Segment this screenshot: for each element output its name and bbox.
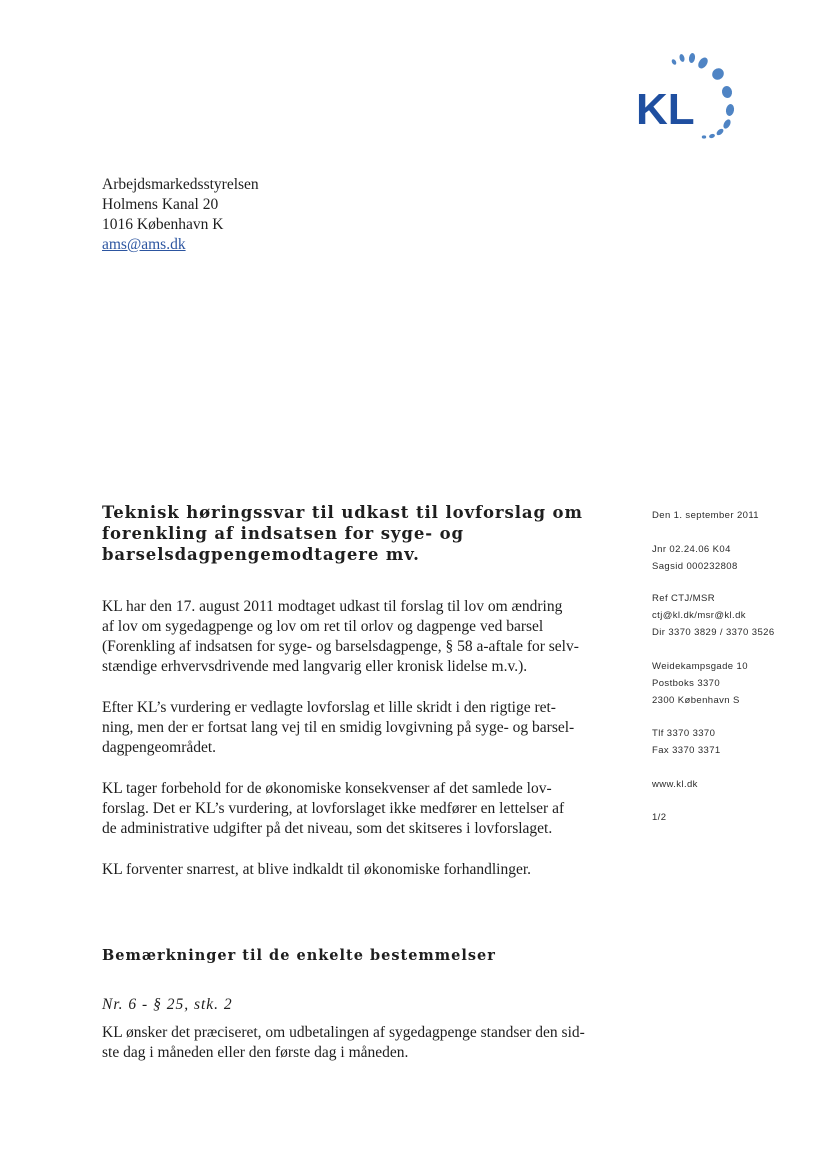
body-line: ste dag i måneden eller den første dag i måneden.	[102, 1044, 409, 1061]
recipient-street: Holmens Kanal 20	[102, 196, 219, 213]
body-line: KL har den 17. august 2011 modtaget udkast til forslag til lov om ændring	[102, 598, 563, 615]
letter-title: Teknisk høringssvar til udkast til lovforslag om forenkling af indsatsen for syge- og barselsdagpengemodtagere mv.	[102, 503, 583, 564]
body-line: KL forventer snarrest, at blive indkaldt til økonomiske forhandlinger.	[102, 861, 532, 878]
recipient-email-link[interactable]: ams@ams.dk	[102, 236, 186, 253]
kl-logo-mark	[636, 52, 746, 142]
body-line: af lov om sygedagpenge og lov om ret til orlov og dagpenge ved barsel	[102, 618, 544, 635]
body-line: dagpengeområdet.	[102, 739, 217, 756]
sender-postbox: Postboks 3370	[652, 678, 721, 689]
recipient-address	[102, 175, 259, 255]
body-line: (Forenkling af indsatsen for syge- og barselsdagpenge, § 58 a-aftale for selv-	[102, 638, 579, 655]
section-subheading: Nr. 6 - § 25, stk. 2	[102, 996, 233, 1013]
reference: Ref CTJ/MSR	[652, 593, 715, 604]
contact-emails[interactable]: ctj@kl.dk/msr@kl.dk	[652, 610, 746, 621]
paragraph	[102, 698, 622, 758]
recipient-name: Arbejdsmarkedsstyrelsen	[102, 176, 259, 193]
case-id: Sagsid 000232808	[652, 561, 738, 572]
sender-city: 2300 København S	[652, 695, 740, 706]
fax: Fax 3370 3371	[652, 745, 721, 756]
phone: Tlf 3370 3370	[652, 728, 716, 739]
letter-date: Den 1. september 2011	[652, 510, 759, 521]
website-link[interactable]: www.kl.dk	[652, 779, 698, 790]
kl-logo	[636, 52, 746, 142]
body-line: KL tager forbehold for de økonomiske konsekvenser af det samlede lov-	[102, 780, 552, 797]
logo-text: KL	[636, 85, 695, 134]
paragraph	[102, 779, 622, 839]
section-body	[102, 1023, 585, 1063]
body-line: de administrative udgifter på det niveau, som det skitseres i lovforslaget.	[102, 820, 553, 837]
recipient-city: 1016 København K	[102, 216, 224, 233]
paragraph	[102, 597, 622, 677]
body-line: Efter KL’s vurdering er vedlagte lovforslag et lille skridt i den rigtige ret-	[102, 699, 556, 716]
paragraph	[102, 860, 622, 880]
letter-body	[102, 597, 622, 901]
section-heading: Bemærkninger til de enkelte bestemmelser	[102, 947, 496, 964]
body-line: forslag. Det er KL’s vurdering, at lovforslaget ikke medfører en lettelser af	[102, 800, 565, 817]
direct-phone: Dir 3370 3829 / 3370 3526	[652, 627, 775, 638]
journal-number: Jnr 02.24.06 K04	[652, 544, 731, 555]
body-line: KL ønsker det præciseret, om udbetalingen af sygedagpenge standser den sid-	[102, 1024, 585, 1041]
body-line: ning, men der er fortsat lang vej til en smidig lovgivning på syge- og barsel-	[102, 719, 575, 736]
sender-street: Weidekampsgade 10	[652, 661, 748, 672]
page-number: 1/2	[652, 812, 667, 823]
body-line: stændige erhvervsdrivende med langvarig eller kronisk lidelse m.v.).	[102, 658, 528, 675]
